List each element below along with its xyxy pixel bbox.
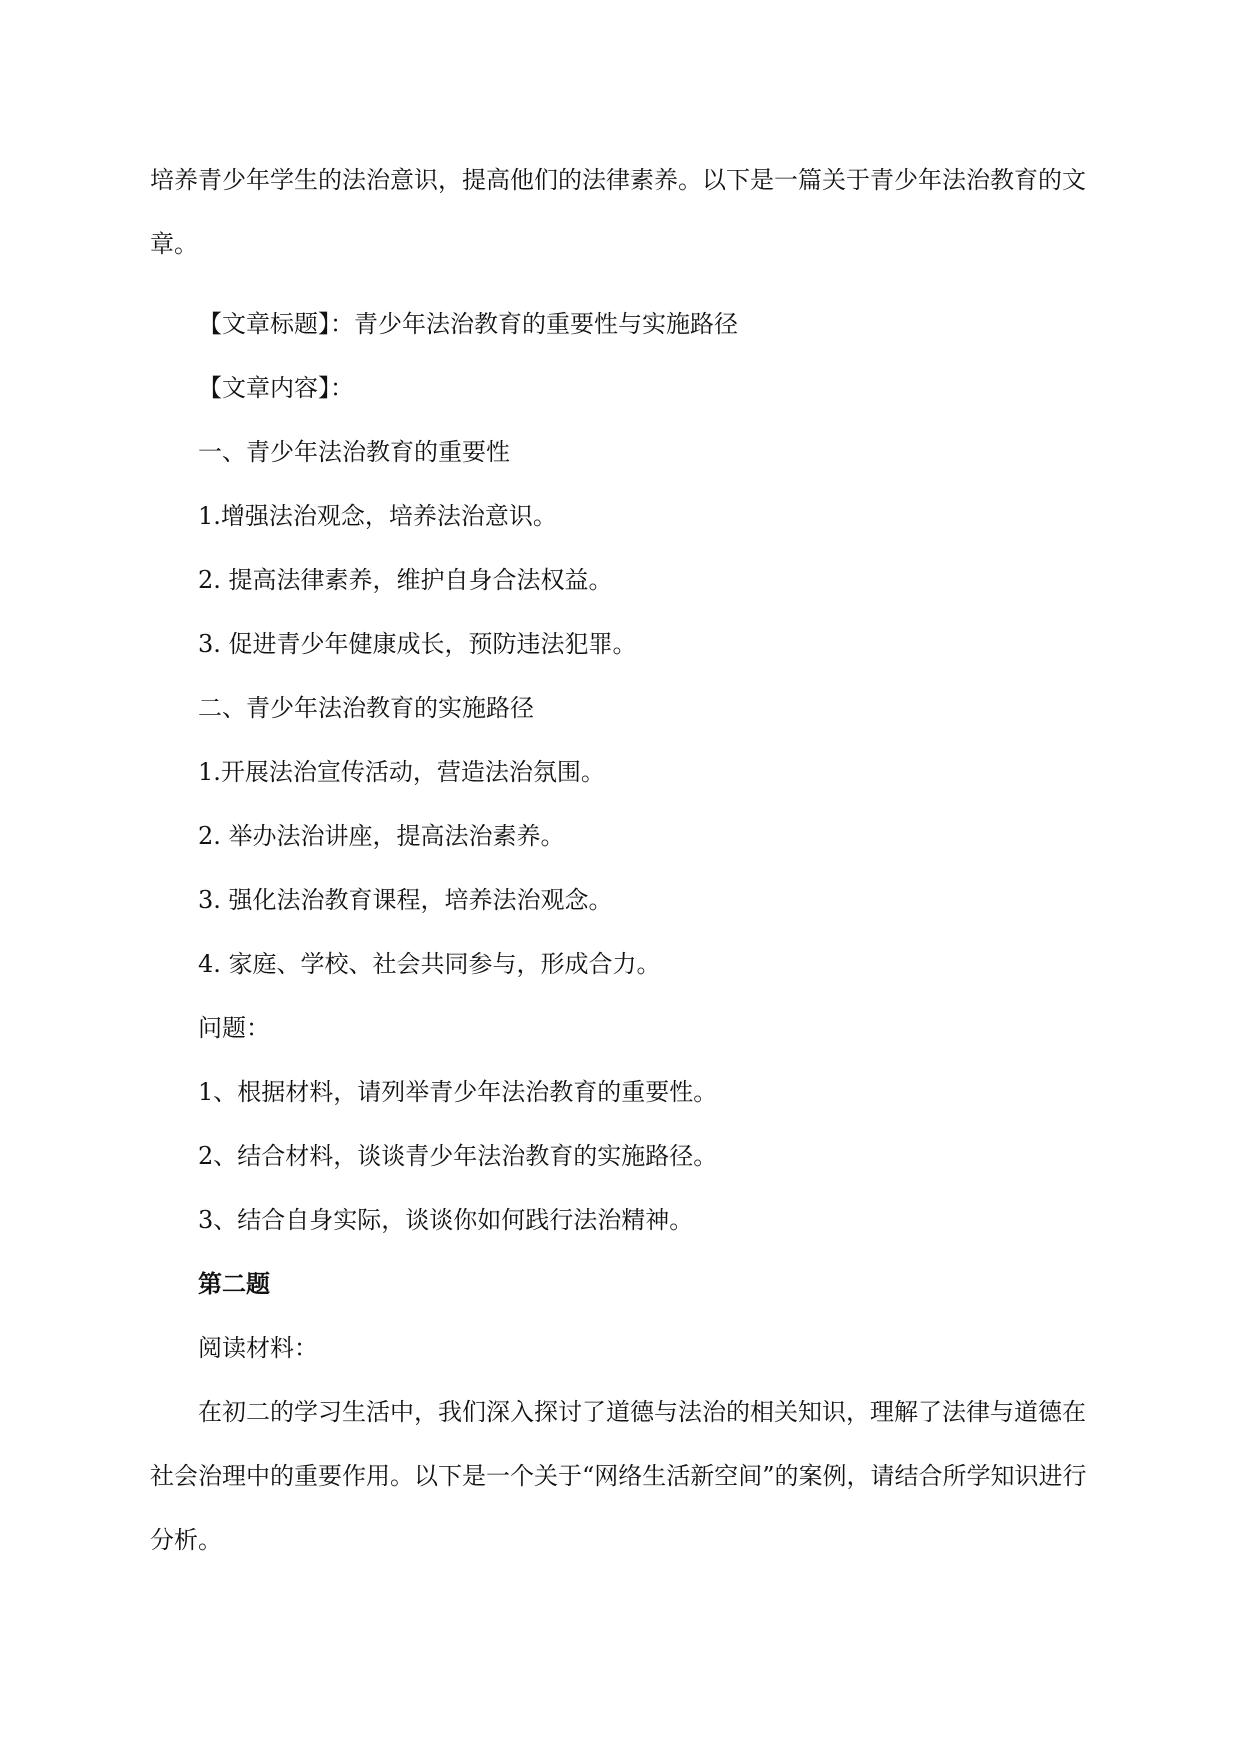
questions-label: 问题： [198,1014,270,1042]
section2-heading: 二、青少年法治教育的实施路径 [198,694,534,722]
section2-item: 1.开展法治宣传活动，营造法治氛围。 [198,758,605,786]
section1-item: 1.增强法治观念，培养法治意识。 [198,502,557,530]
section1-item: 2. 提高法律素养，维护自身合法权益。 [198,566,613,594]
section2-item: 2. 举办法治讲座，提高法治素养。 [198,822,565,850]
section1-item: 3. 促进青少年健康成长，预防违法犯罪。 [198,630,637,658]
question-item: 2、结合材料，谈谈青少年法治教育的实施路径。 [198,1142,718,1170]
article-title-line: 【文章标题】：青少年法治教育的重要性与实施路径 [198,310,738,338]
section1-heading: 一、青少年法治教育的重要性 [198,438,510,466]
intro-paragraph: 培养青少年学生的法治意识，提高他们的法律素养。以下是一篇关于青少年法治教育的文章。 [150,166,1086,258]
section2-item: 3. 强化法治教育课程，培养法治观念。 [198,886,613,914]
article-content-label: 【文章内容】： [198,374,354,402]
reading-paragraph: 在初二的学习生活中，我们深入探讨了道德与法治的相关知识，理解了法律与道德在社会治理中的重要作用。以下是一个关于“网络生活新空间”的案例，请结合所学知识进行分析。 [150,1398,1087,1554]
reading-label: 阅读材料： [198,1334,318,1362]
question-item: 1、根据材料，请列举青少年法治教育的重要性。 [198,1078,718,1106]
question-item: 3、结合自身实际，谈谈你如何践行法治精神。 [198,1206,694,1234]
second-question-title: 第二题 [198,1269,270,1298]
section2-item: 4. 家庭、学校、社会共同参与，形成合力。 [198,950,661,978]
